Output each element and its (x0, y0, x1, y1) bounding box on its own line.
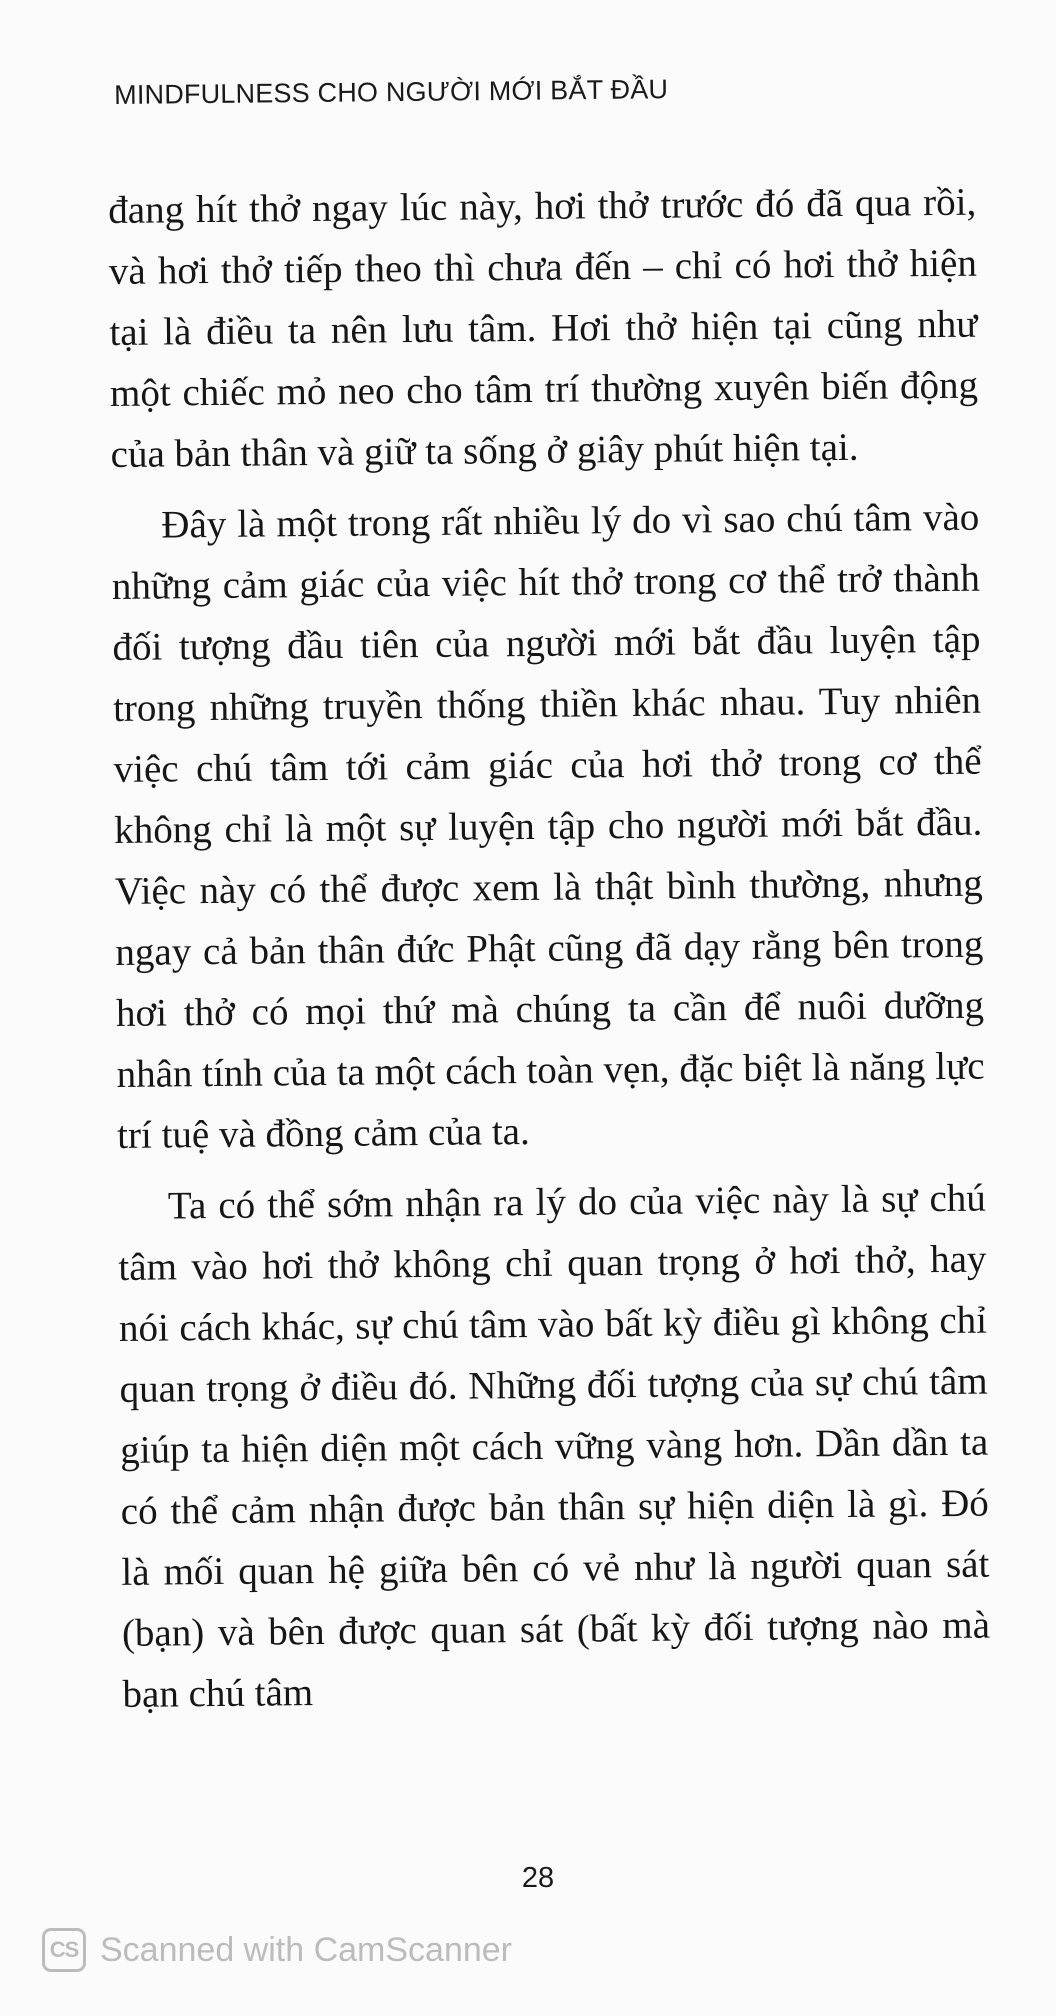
paragraph-3: Ta có thể sớm nhận ra lý do của việc này là sự chú tâm vào hơi thở không chỉ quan trọng ở hơi thở, hay nói cách khác, sự chú tâm vào bất kỳ điều gì không chỉ quan trọng ở điều đó. Những đối tượng của sự chú tâm giúp ta hiện diện một cách vững vàng hơn. Dần dần ta có thể cảm nhận được bản thân sự hiện diện là gì. Đó là mối quan hệ giữa bên có vẻ như là người quan sát (bạn) và bên được quan sát (bất kỳ đối tượng nào mà bạn chú tâm (118, 1176, 991, 1716)
paragraph-1: đang hít thở ngay lúc này, hơi thở trước đó đã qua rồi, và hơi thở tiếp theo thì chưa đến – chỉ có hơi thở hiện tại là điều ta nên lưu tâm. Hơi thở hiện tại cũng như một chiếc mỏ neo cho tâm trí thường xuyên biến động của bản thân và giữ ta sống ở giây phút hiện tại. (108, 180, 979, 476)
paragraph-2: Đây là một trong rất nhiều lý do vì sao chú tâm vào những cảm giác của việc hít thở trong cơ thể trở thành đối tượng đầu tiên của người mới bắt đầu luyện tập trong những truyền thống thiền khác nhau. Tuy nhiên việc chú tâm tới cảm giác của hơi thở trong cơ thể không chỉ là một sự luyện tập cho người mới bắt đầu. Việc này có thể được xem là thật bình thường, nhưng ngay cả bản thân đức Phật cũng đã dạy rằng bên trong hơi thở có mọi thứ mà chúng ta cần để nuôi dưỡng nhân tính của ta một cách toàn vẹn, đặc biệt là năng lực trí tuệ và đồng cảm của ta. (111, 495, 985, 1157)
camscanner-logo-text: CS (49, 1937, 79, 1962)
running-header: MINDFULNESS CHO NGƯỜI MỚI BẮT ĐẦU (114, 74, 669, 110)
body-text (108, 172, 991, 1735)
page-number: 28 (521, 1862, 555, 1894)
camscanner-watermark (42, 1928, 512, 1972)
camscanner-logo-icon (42, 1928, 86, 1972)
watermark-text: Scanned with CamScanner (100, 1930, 513, 1969)
